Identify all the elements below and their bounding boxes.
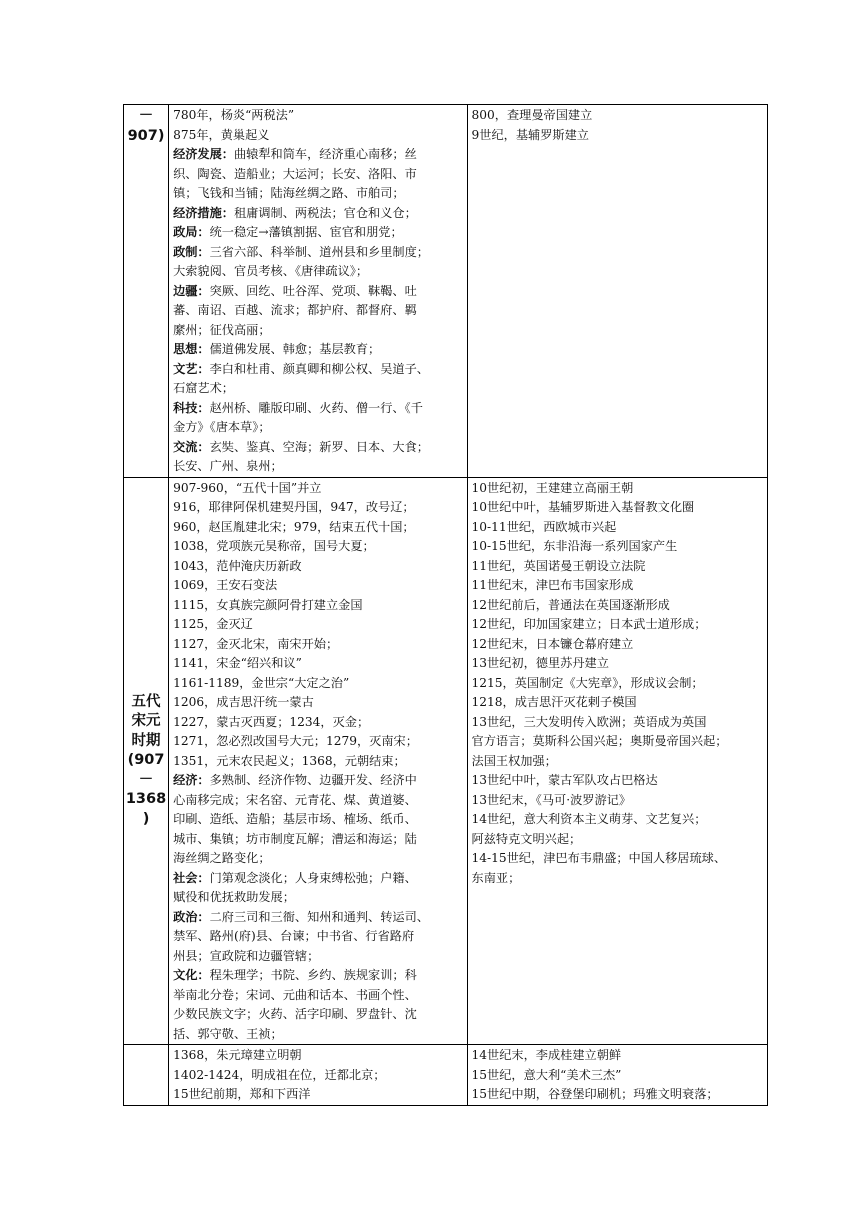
event-text: 780年，杨炎“两税法” [173, 108, 295, 122]
category-label: 科技： [173, 400, 210, 415]
china-event-line [173, 262, 462, 282]
category-label: 边疆： [173, 283, 210, 298]
world-event-line: 阿兹特克文明兴起； [471, 831, 582, 846]
china-event-line [173, 596, 462, 616]
event-text: 1069，王安石变法 [173, 578, 278, 592]
event-text: 1141，宋金“绍兴和议” [173, 656, 302, 670]
event-text: 907-960，“五代十国”并立 [173, 480, 322, 495]
category-label: 政治： [173, 909, 210, 924]
china-event-line [173, 106, 462, 126]
event-text: 儒道佛发展、韩愈；基层教育； [209, 342, 381, 356]
world-event-line: 800，查理曼帝国建立 [471, 108, 593, 122]
category-label: 社会： [173, 870, 210, 885]
china-event-line [173, 615, 462, 635]
china-event-line [173, 1005, 462, 1025]
china-event-line [173, 1066, 462, 1086]
event-text: 禁军、路州(府)县、台谏；中书省、行省路府 [173, 929, 415, 943]
period-label-line: 时期 [131, 732, 161, 749]
china-event-line [173, 849, 462, 869]
world-event-line: 10-15世纪，东非沿海一系列国家产生 [471, 539, 678, 553]
period-label-line: 五代 [131, 693, 161, 710]
period-cell [124, 1045, 169, 1106]
event-text: 心南移完成；宋名窑、元青花、煤、黄道婆、 [173, 792, 417, 807]
event-text: 蕃、南诏、百越、流求；都护府、都督府、羁 [173, 303, 417, 317]
event-text: 1227，蒙古灭西夏；1234，灭金； [173, 714, 370, 729]
category-label: 政制： [173, 244, 210, 259]
world-event-line: 13世纪初，德里苏丹建立 [471, 656, 609, 670]
china-event-line [173, 752, 462, 772]
event-text: 1043，范仲淹庆历新政 [173, 558, 302, 573]
china-event-line [173, 1025, 462, 1045]
china-event-line [173, 576, 462, 596]
period-label-line: － [138, 771, 154, 788]
category-label: 经济发展： [173, 147, 234, 161]
world-event-line: 9世纪，基辅罗斯建立 [471, 127, 589, 142]
event-text: 织、陶瓷、造船业；大运河；长安、洛阳、市 [173, 166, 417, 181]
table-row-song-yuan [124, 477, 768, 1045]
china-event-line [173, 1085, 462, 1105]
china-event-line [173, 126, 462, 146]
category-label: 交流： [173, 439, 210, 454]
world-event-line: 15世纪中期，谷登堡印刷机；玛雅文明衰落； [471, 1087, 719, 1101]
event-text: 875年，黄巢起义 [173, 127, 270, 142]
event-text: 916，耶律阿保机建契丹国，947，改号辽； [173, 500, 415, 514]
event-text: 印刷、造纸、造船；基层市场、榷场、纸币、 [173, 812, 417, 826]
event-text: 1038，党项族元昊称帝，国号大夏； [173, 539, 375, 553]
event-text: 举南北分卷；宋词、元曲和话本、书画个性、 [173, 987, 417, 1002]
china-event-line [173, 340, 462, 360]
china-event-line [173, 184, 462, 204]
world-event-line: 13世纪中叶，蒙古军队攻占巴格达 [471, 773, 658, 787]
china-event-line [173, 223, 462, 243]
world-event-line: 13世纪，三大发明传入欧洲；英语成为英国 [471, 714, 707, 729]
event-text: 石窟艺术； [173, 381, 234, 395]
period-label-line: (907 [127, 752, 165, 768]
china-event-line [173, 693, 462, 713]
category-label: 政局： [173, 225, 210, 239]
event-text: 三省六部、科举制、道州县和乡里制度； [209, 244, 429, 259]
event-text: 1351，元末农民起义；1368，元朝结束； [173, 753, 406, 768]
category-label: 思想： [173, 342, 210, 356]
event-text: 1161-1189，金世宗“大定之治” [173, 675, 350, 690]
china-event-line [173, 1046, 462, 1066]
china-events-cell [169, 105, 467, 478]
china-event-line [173, 869, 462, 889]
china-event-line [173, 966, 462, 986]
event-text: 统一稳定→藩镇割据、宦官和朋党； [209, 225, 403, 239]
china-event-line [173, 537, 462, 557]
china-event-line [173, 635, 462, 655]
world-event-line: 11世纪，英国诺曼王朝设立法院 [471, 558, 646, 573]
event-text: 1271，忽必烈改国号大元；1279，灭南宋； [173, 734, 418, 748]
china-event-line [173, 654, 462, 674]
event-text: 少数民族文字；火药、活字印刷、罗盘针、沈 [173, 1007, 417, 1021]
world-event-line: 12世纪前后，普通法在英国逐渐形成 [471, 597, 670, 612]
china-event-line [173, 557, 462, 577]
china-event-line [173, 145, 462, 165]
event-text: 玄奘、鉴真、空海；新罗、日本、大食； [209, 439, 429, 454]
world-event-line: 官方语言；莫斯科公国兴起；奥斯曼帝国兴起； [471, 734, 728, 748]
world-event-line: 12世纪末，日本镰仓幕府建立 [471, 636, 634, 651]
event-text: 海丝绸之路变化； [173, 851, 271, 865]
event-text: 李白和杜甫、颜真卿和柳公权、吴道子、 [209, 361, 429, 376]
china-event-line [173, 986, 462, 1006]
period-label-line: ) [142, 810, 150, 827]
world-event-line: 东南亚； [471, 870, 521, 885]
period-label-line: 907) [127, 127, 165, 144]
world-events-cell [467, 477, 767, 1045]
china-event-line [173, 947, 462, 967]
world-event-line: 10-11世纪，西欧城市兴起 [471, 519, 617, 534]
event-text: 州县；宣政院和边疆管辖； [173, 948, 320, 963]
china-event-line [173, 498, 462, 518]
category-label: 经济措施： [173, 205, 234, 220]
event-text: 多熟制、经济作物、边疆开发、经济中 [209, 773, 417, 787]
world-event-line: 10世纪中叶，基辅罗斯进入基督教文化圈 [471, 500, 695, 514]
event-text: 縻州；征伐高丽； [173, 322, 271, 337]
china-event-line [173, 360, 462, 380]
event-text: 960，赵匡胤建北宋；979，结束五代十国； [173, 519, 415, 534]
china-event-line [173, 438, 462, 458]
china-event-line [173, 888, 462, 908]
event-text: 括、郭守敬、王祯； [173, 1026, 283, 1041]
china-event-line [173, 927, 462, 947]
event-text: 大索貌阅、官员考核、《唐律疏议》； [173, 264, 369, 278]
category-label: 文化： [173, 968, 210, 982]
china-event-line [173, 399, 462, 419]
china-event-line [173, 810, 462, 830]
china-event-line [173, 732, 462, 752]
china-event-line [173, 771, 462, 791]
event-text: 租庸调制、两税法；官仓和义仓； [234, 205, 417, 220]
world-event-line: 10世纪初，王建建立高丽王朝 [471, 480, 634, 495]
period-label-line: 1368 [125, 791, 167, 807]
china-event-line [173, 457, 462, 477]
china-event-line [173, 674, 462, 694]
china-event-line [173, 321, 462, 341]
period-cell [124, 477, 169, 1045]
world-events-cell [467, 1045, 767, 1106]
event-text: 门第观念淡化；人身束缚松弛；户籍、 [209, 870, 417, 885]
china-event-line [173, 908, 462, 928]
china-events-cell [169, 477, 467, 1045]
category-label: 文艺： [173, 361, 210, 376]
china-event-line [173, 830, 462, 850]
china-event-line [173, 418, 462, 438]
china-event-line [173, 165, 462, 185]
china-event-line [173, 301, 462, 321]
china-event-line [173, 713, 462, 733]
event-text: 曲辕犁和筒车，经济重心南移；丝 [234, 147, 417, 161]
china-events-cell [169, 1045, 467, 1106]
world-event-line: 13世纪末，《马可·波罗游记》 [471, 792, 632, 807]
event-text: 赋役和优抚救助发展； [173, 890, 295, 904]
table-row-tang [124, 105, 768, 478]
event-text: 1368，朱元璋建立明朝 [173, 1048, 302, 1062]
world-event-line: 1218，成吉思汗灭花剌子模国 [471, 695, 637, 709]
china-event-line [173, 243, 462, 263]
period-cell [124, 105, 169, 478]
china-event-line [173, 379, 462, 399]
event-text: 城市、集镇；坊市制度瓦解；漕运和海运；陆 [173, 831, 417, 846]
period-label-line: － [138, 108, 154, 124]
world-event-line: 11世纪末，津巴布韦国家形成 [471, 578, 634, 592]
china-event-line [173, 791, 462, 811]
world-event-line: 15世纪，意大利“美术三杰” [471, 1067, 622, 1082]
china-event-line [173, 479, 462, 499]
world-event-line: 14世纪，意大利资本主义萌芽、文艺复兴； [471, 812, 707, 826]
event-text: 1115，女真族完颜阿骨打建立金国 [173, 597, 363, 612]
event-text: 1402-1424，明成祖在位，迁都北京； [173, 1067, 386, 1082]
event-text: 长安、广州、泉州； [173, 459, 283, 473]
china-event-line [173, 282, 462, 302]
table-row-ming [124, 1045, 768, 1106]
event-text: 赵州桥、雕版印刷、火药、僧一行、《千 [209, 400, 423, 415]
event-text: 突厥、回纥、吐谷浑、党项、靺鞨、吐 [209, 283, 417, 298]
event-text: 1125，金灭辽 [173, 617, 253, 631]
world-event-line: 14-15世纪，津巴布韦鼎盛；中国人移居琉球、 [471, 851, 727, 865]
china-event-line [173, 204, 462, 224]
event-text: 程朱理学；书院、乡约、族规家训；科 [209, 968, 417, 982]
world-event-line: 1215，英国制定《大宪章》，形成议会制； [471, 675, 704, 690]
china-event-line [173, 518, 462, 538]
world-event-line: 14世纪末，李成桂建立朝鲜 [471, 1048, 622, 1062]
event-text: 金方》《唐本草》； [173, 420, 271, 434]
event-text: 镇；飞钱和当铺；陆海丝绸之路、市舶司； [173, 186, 405, 200]
event-text: 15世纪前期，郑和下西洋 [173, 1087, 311, 1101]
world-events-cell [467, 105, 767, 478]
event-text: 二府三司和三衙、知州和通判、转运司、 [209, 909, 429, 924]
event-text: 1206，成吉思汗统一蒙古 [173, 695, 314, 709]
event-text: 1127，金灭北宋，南宋开始； [173, 636, 339, 651]
period-label-line: 宋元 [131, 713, 161, 729]
category-label: 经济： [173, 773, 210, 787]
world-event-line: 法国王权加强； [471, 753, 557, 768]
history-timeline-table [123, 104, 768, 1106]
world-event-line: 12世纪，印加国家建立；日本武士道形成； [471, 617, 707, 631]
